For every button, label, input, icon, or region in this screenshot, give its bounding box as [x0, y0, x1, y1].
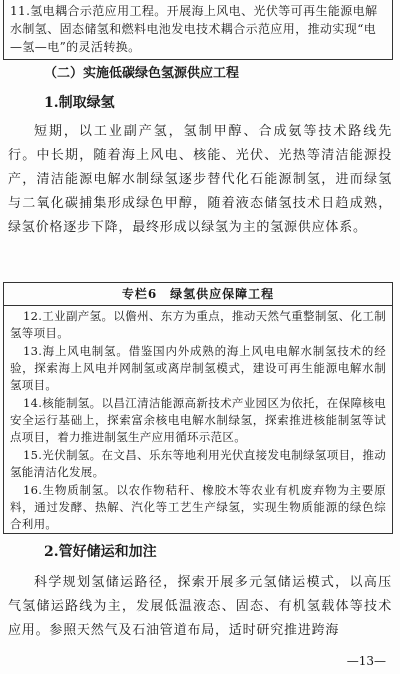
- column-6-item: 16.生物质制氢。以农作物秸秆、橡胶木等农业有机废弃物为主要原料，通过发酵、热解、汽化等工艺生产绿氢，实现生物质能源的绿色综合利用。: [10, 483, 386, 531]
- column-6-item: 15.光伏制氢。在文昌、乐东等地利用光伏直接发电制绿氢项目，推动氢能清洁化发展。: [10, 448, 386, 479]
- subsection-paragraph-1: 短期，以工业副产氢，氢制甲醇、合成氨等技术路线先行。中长期，随着海上风电、核能、光伏、光热等清洁能源投产，清洁能源电解水制绿氢逐步替代化石能源制氢，进而绿氢与二氧化碳捕集形成绿色甲醇，随着液态储氢技术日趋成熟，绿氢价格逐步下降，最终形成以绿氢为主的氢源供应体系。: [8, 124, 392, 235]
- page-number: —13—: [346, 654, 386, 668]
- section-heading: （二）实施低碳绿色氢源供应工程: [44, 66, 240, 81]
- column-6-item: 14.核能制氢。以昌江清洁能源高新技术产业园区为依托，在保障核电安全运行基础上，探索富余核电电解水制绿氢，探索推进核能制氢等试点项目，着力推进制氢生产应用循环示范区。: [10, 396, 386, 444]
- column-6-body: [4, 306, 392, 533]
- subsection-heading-2: 2.管好储运和加注: [44, 544, 157, 560]
- column-6-title: 专栏6 绿氢供应保障工程: [4, 283, 392, 306]
- column-6-item: 12.工业副产氢。以儋州、东方为重点，推动天然气重整制氢、化工制氢等项目。: [10, 309, 386, 340]
- subsection-paragraph-2: 科学规划氢储运路径，探索开展多元氢储运模式，以高压气氢储运路线为主，发展低温液态、固态、有机氢载体等技术应用。参照天然气及石油管道布局，适时研究推进跨海: [8, 575, 392, 638]
- subsection-heading-1: 1.制取绿氢: [44, 95, 115, 111]
- top-column-box: [3, 0, 393, 60]
- top-box-text: 11.氢电耦合示范应用工程。开展海上风电、光伏等可再生能源电解水制氢、固态储氢和燃料电池发电技术耦合示范应用，推动实现“电—氢—电”的灵活转换。: [10, 4, 378, 54]
- column-6-box: [3, 282, 393, 534]
- column-6-item: 13.海上风电制氢。借鉴国内外成熟的海上风电电解水制氢技术的经验，探索海上风电并网制氢或离岸制氢模式，建设可再生能源电解水制氢项目。: [10, 344, 386, 392]
